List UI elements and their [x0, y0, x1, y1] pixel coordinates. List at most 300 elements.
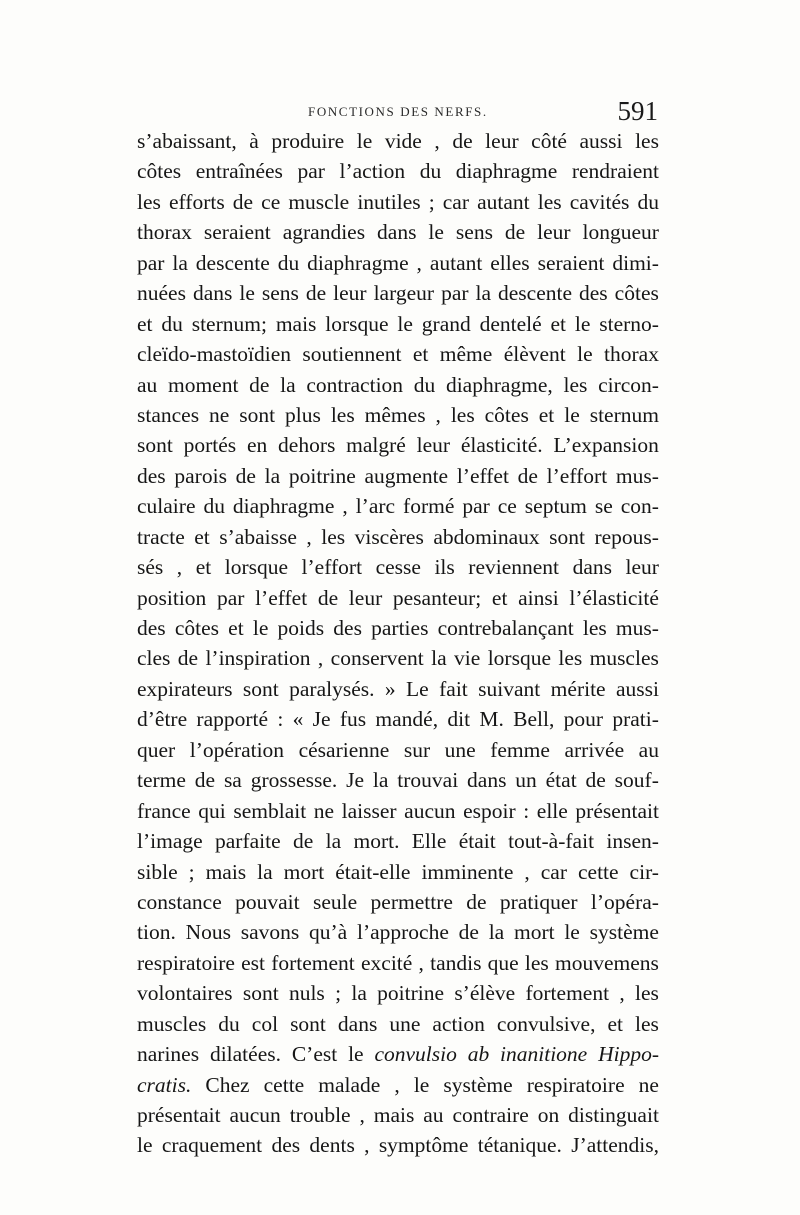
text-line	[137, 187, 659, 217]
word: parties	[371, 616, 429, 640]
word: Bell,	[513, 707, 555, 732]
word: l’approche	[356, 920, 449, 945]
word: la	[372, 768, 389, 793]
word: dans	[192, 281, 233, 306]
word: elle	[536, 798, 568, 823]
word: de	[517, 463, 538, 488]
word: et	[195, 555, 212, 580]
word: de	[177, 646, 199, 671]
word: cir-	[629, 859, 659, 884]
word: :	[523, 798, 530, 823]
word: du	[218, 1011, 240, 1036]
word: mus-	[615, 463, 659, 488]
word: poitrine	[377, 981, 445, 1006]
word: vide	[384, 129, 422, 153]
word: constance	[137, 889, 222, 914]
word: sés	[137, 555, 164, 580]
word: élasticité.	[460, 433, 543, 458]
word: sont	[290, 1011, 326, 1036]
word: la	[475, 281, 492, 306]
word: ,	[317, 646, 324, 671]
word: de	[585, 768, 606, 793]
word: entraînées	[195, 159, 283, 184]
word: muscle	[288, 189, 350, 214]
text-line	[137, 796, 659, 826]
word: ;	[335, 981, 342, 1006]
word: moment	[167, 372, 239, 397]
word: femme	[490, 737, 550, 762]
text-line	[137, 339, 659, 369]
word: le	[564, 920, 580, 945]
word: ils	[434, 555, 455, 580]
word: les	[582, 616, 607, 640]
word: fus	[339, 707, 367, 732]
word: pratiquer	[499, 889, 578, 914]
word: aucun	[404, 798, 456, 823]
word: mandé,	[375, 707, 439, 732]
text-line	[137, 857, 659, 887]
word: par	[297, 159, 325, 184]
text-line	[137, 613, 659, 643]
word: Hippo-	[598, 1042, 659, 1067]
word: vie	[454, 646, 481, 671]
word: des	[579, 281, 608, 306]
word: trouvai	[397, 768, 459, 793]
word: est	[241, 950, 265, 975]
word: prati-	[612, 707, 659, 732]
word: de	[232, 189, 254, 214]
word: contraire	[452, 1103, 529, 1127]
word: narines	[137, 1042, 200, 1067]
word: fortement	[271, 950, 355, 975]
word: s’abaissant,	[137, 129, 237, 153]
word: cavités	[569, 189, 630, 214]
word: respiratoire	[526, 1072, 625, 1097]
word: semblait	[233, 798, 307, 823]
word: descente	[498, 281, 573, 306]
word: savons	[240, 920, 300, 945]
word: imminente	[421, 859, 514, 884]
word: contraction	[306, 372, 404, 397]
word: mais	[275, 311, 317, 336]
word: quer	[137, 737, 176, 762]
word: ;	[188, 859, 195, 884]
text-line	[137, 248, 659, 278]
word: formé	[403, 494, 455, 519]
word: les	[330, 402, 355, 427]
word: de	[194, 768, 216, 793]
word: s’élève	[454, 981, 516, 1006]
word: parfaite	[215, 829, 281, 854]
word: par	[441, 281, 469, 306]
text-line	[137, 826, 659, 856]
word: france	[137, 798, 191, 823]
word: côtes	[174, 616, 220, 640]
word: l’action	[339, 159, 406, 184]
word: fortement	[525, 981, 610, 1006]
word: ,	[394, 1072, 400, 1097]
word: Nous	[185, 920, 231, 945]
word: muscles	[589, 646, 659, 671]
word: muscles	[137, 1011, 207, 1036]
text-line	[137, 1130, 659, 1160]
word: distinguait	[568, 1103, 659, 1127]
word: excité	[360, 950, 413, 975]
word: insen-	[606, 829, 659, 854]
word: abdominaux	[433, 524, 540, 549]
word: symptôme	[378, 1133, 469, 1158]
word: ne	[209, 402, 230, 427]
word: l’inspiration	[205, 646, 311, 671]
word: pouvait	[235, 889, 300, 914]
word: côtes	[137, 159, 182, 184]
word: mort	[513, 920, 555, 945]
word: côtes	[614, 281, 659, 306]
word: laisser	[341, 798, 397, 823]
word: dilatées.	[209, 1042, 281, 1067]
text-line	[137, 735, 659, 765]
word: »	[384, 676, 396, 701]
text-line	[137, 917, 659, 947]
running-title: FONCTIONS DES NERFS.	[308, 104, 488, 119]
word: même	[439, 342, 493, 367]
word: sterno-	[599, 311, 659, 336]
word: du	[203, 494, 225, 519]
word: et	[137, 311, 153, 336]
word: le	[413, 1072, 430, 1097]
word: ainsi	[518, 585, 559, 610]
word: l’effet	[255, 585, 308, 610]
word: rendraient	[571, 159, 659, 184]
text-line	[137, 704, 659, 734]
word: mort	[283, 859, 325, 884]
word: sont	[242, 981, 279, 1006]
word: tétanique.	[477, 1133, 562, 1158]
word: et	[412, 342, 429, 367]
word: ,	[435, 402, 441, 427]
word: thorax	[137, 220, 192, 245]
word: dans	[467, 768, 507, 793]
word: dimi-	[612, 250, 659, 275]
word: était-elle	[335, 859, 411, 884]
word: que	[487, 950, 519, 975]
word: ,	[176, 555, 183, 580]
word: agrandies	[282, 220, 366, 245]
word: sa	[223, 768, 242, 793]
word: :	[277, 707, 284, 732]
word: seule	[312, 889, 358, 914]
word: rapporté	[196, 707, 269, 732]
word: sternum	[589, 402, 659, 427]
text-line	[137, 978, 659, 1008]
word: au	[423, 1103, 444, 1127]
word: descente	[195, 250, 270, 275]
word: portés	[183, 433, 237, 458]
body-text	[137, 126, 659, 1161]
text-line	[137, 522, 659, 552]
word: la	[351, 981, 367, 1006]
word: dans	[337, 1011, 378, 1036]
word: ,	[524, 859, 530, 884]
text-line	[137, 1039, 659, 1069]
word: les	[537, 189, 562, 214]
word: M.	[479, 707, 504, 732]
word: autant	[429, 250, 483, 275]
text-line	[137, 156, 659, 186]
word: plus	[285, 402, 321, 427]
word: la	[257, 859, 273, 884]
word: volontaires	[137, 981, 233, 1006]
word: sternum;	[191, 311, 267, 336]
word: et	[607, 1011, 623, 1036]
word: de	[452, 129, 473, 153]
word: tion.	[137, 920, 176, 945]
text-line	[137, 674, 659, 704]
word: sont	[242, 676, 279, 701]
word: permettre	[370, 889, 453, 914]
word: l’effort	[301, 555, 363, 580]
word: trouble	[289, 1103, 351, 1127]
word: et	[550, 311, 567, 336]
word: les	[450, 402, 475, 427]
word: leur	[348, 585, 383, 610]
word: leur	[537, 220, 571, 245]
word: souf-	[614, 768, 659, 793]
text-line	[137, 491, 659, 521]
word: de	[317, 585, 339, 610]
word: système	[589, 920, 659, 945]
word: de	[458, 920, 479, 945]
word: dents	[309, 1133, 355, 1158]
word: la	[431, 646, 447, 671]
word: de	[235, 463, 256, 488]
word: repous-	[594, 524, 659, 549]
word: ,	[306, 524, 312, 549]
word: le	[564, 402, 580, 427]
word: une	[389, 1011, 421, 1036]
text-line	[137, 278, 659, 308]
word: dans	[572, 555, 612, 580]
word: du	[413, 372, 436, 397]
word: ,	[364, 1133, 370, 1158]
word: des	[271, 1133, 301, 1158]
word: ce	[497, 494, 517, 519]
word: de	[504, 220, 526, 245]
word: poitrine	[288, 463, 356, 488]
word: mais	[373, 1103, 415, 1127]
word: contrebalançant	[437, 616, 574, 640]
word: le	[574, 311, 591, 336]
word: aucun	[229, 1103, 281, 1127]
word: du	[637, 189, 659, 214]
word: cleïdo-mastoïdien	[137, 342, 292, 367]
word: ,	[434, 129, 440, 153]
word: leur	[416, 433, 451, 458]
word: le	[356, 129, 373, 153]
word: au	[638, 737, 659, 762]
word: stances	[137, 402, 200, 427]
word: Je	[312, 707, 331, 732]
word: longueur	[582, 220, 659, 245]
word: grossesse.	[250, 768, 338, 793]
word: par	[216, 585, 245, 610]
word: leur	[485, 129, 519, 153]
word: sont	[549, 524, 585, 549]
text-line	[137, 765, 659, 795]
word: l’arc	[355, 494, 396, 519]
word: cette	[263, 1072, 305, 1097]
word: le	[577, 342, 593, 367]
word: circon-	[598, 372, 659, 397]
word: élèvent	[503, 342, 566, 367]
word: terme	[137, 768, 186, 793]
word: Chez	[205, 1072, 250, 1097]
word: aussi	[579, 129, 623, 153]
text-line	[137, 948, 659, 978]
word: pour	[563, 707, 604, 732]
word: position	[137, 585, 207, 610]
word: le	[428, 220, 444, 245]
word: septum	[524, 494, 587, 519]
word: mouvemens	[555, 950, 659, 975]
word: sur	[403, 737, 431, 762]
word: inanitione	[500, 1042, 588, 1067]
word: l’image	[137, 829, 203, 854]
word: mêmes	[364, 402, 426, 427]
word: tracte	[137, 524, 185, 549]
word: culaire	[137, 494, 196, 519]
word: malgré	[346, 433, 406, 458]
word: en	[246, 433, 268, 458]
word: dans	[377, 220, 417, 245]
word: lorsque	[224, 555, 289, 580]
word: et	[194, 524, 210, 549]
word: malade	[318, 1072, 381, 1097]
word: d’être	[137, 707, 188, 732]
word: ;	[428, 189, 435, 214]
word: convulsio	[374, 1042, 457, 1067]
word: arrivée	[564, 737, 625, 762]
word: «	[292, 707, 304, 732]
word: le	[252, 616, 269, 640]
word: l’opération	[189, 737, 285, 762]
word: les	[137, 189, 161, 214]
word: reviennent	[468, 555, 560, 580]
word: seraient	[203, 220, 271, 245]
word: de	[292, 829, 314, 854]
word: état	[545, 768, 577, 793]
word: lorsque	[325, 311, 389, 336]
word: les	[524, 950, 549, 975]
word: produire	[271, 129, 345, 153]
word: dit	[447, 707, 471, 732]
word: col	[251, 1011, 279, 1036]
word: espoir	[463, 798, 516, 823]
word: sens	[455, 220, 493, 245]
word: ,	[359, 1103, 365, 1127]
text-line	[137, 370, 659, 400]
word: ce	[261, 189, 281, 214]
word: sible	[137, 859, 178, 884]
word: était	[458, 829, 496, 854]
word: viscères	[354, 524, 424, 549]
text-line	[137, 400, 659, 430]
word: L’expansion	[553, 433, 659, 458]
text-line	[137, 552, 659, 582]
word: l’élasticité	[569, 585, 659, 610]
word: diaphragme	[232, 494, 335, 519]
word: grand	[421, 311, 471, 336]
word: les	[558, 646, 583, 671]
text-line	[137, 887, 659, 917]
word: cles	[137, 646, 171, 671]
text-line	[137, 217, 659, 247]
word: soutiennent	[302, 342, 402, 367]
word: aussi	[615, 676, 659, 701]
word: dentelé	[479, 311, 542, 336]
word: césarienne	[298, 737, 390, 762]
word: pesanteur;	[392, 585, 482, 610]
word: lorsque	[487, 646, 551, 671]
word: système	[443, 1072, 513, 1097]
word: du	[419, 159, 442, 184]
word: une	[444, 737, 476, 762]
word: les	[563, 372, 588, 397]
word: ab	[467, 1042, 490, 1067]
word: diaphragme	[455, 159, 558, 184]
word: largeur	[373, 281, 435, 306]
word: la	[488, 920, 505, 945]
word: sens	[261, 281, 299, 306]
word: thorax	[604, 342, 659, 367]
word: mais	[205, 859, 247, 884]
word: C’est	[291, 1042, 338, 1067]
word: paralysés.	[289, 676, 375, 701]
word: Elle	[411, 829, 447, 854]
word: le	[239, 281, 255, 306]
word: l’effort	[546, 463, 608, 488]
word: car	[540, 859, 567, 884]
word: la	[280, 372, 296, 397]
word: s’abaisse	[219, 524, 297, 549]
word: parois	[174, 463, 227, 488]
word: tout-à-fait	[508, 829, 595, 854]
word: ,	[418, 950, 424, 975]
word: qui	[198, 798, 226, 823]
word: présentait	[137, 1103, 221, 1127]
word: cette	[577, 859, 619, 884]
word: ,	[416, 250, 422, 275]
page-number: 591	[617, 96, 658, 126]
word: cesse	[375, 555, 421, 580]
word: tandis	[430, 950, 482, 975]
word: craquement	[161, 1133, 263, 1158]
word: se	[594, 494, 613, 519]
text-line	[137, 643, 659, 673]
word: cratis.	[137, 1072, 192, 1097]
word: qu’à	[309, 920, 348, 945]
word: con-	[620, 494, 659, 519]
word: et	[228, 616, 244, 640]
word: par	[137, 250, 165, 275]
word: ne	[313, 798, 335, 823]
word: expirateurs	[137, 676, 233, 701]
word: action	[432, 1011, 485, 1036]
word: au	[137, 372, 158, 397]
word: diaphragme,	[445, 372, 553, 397]
word: par	[462, 494, 490, 519]
text-line	[137, 1070, 659, 1100]
